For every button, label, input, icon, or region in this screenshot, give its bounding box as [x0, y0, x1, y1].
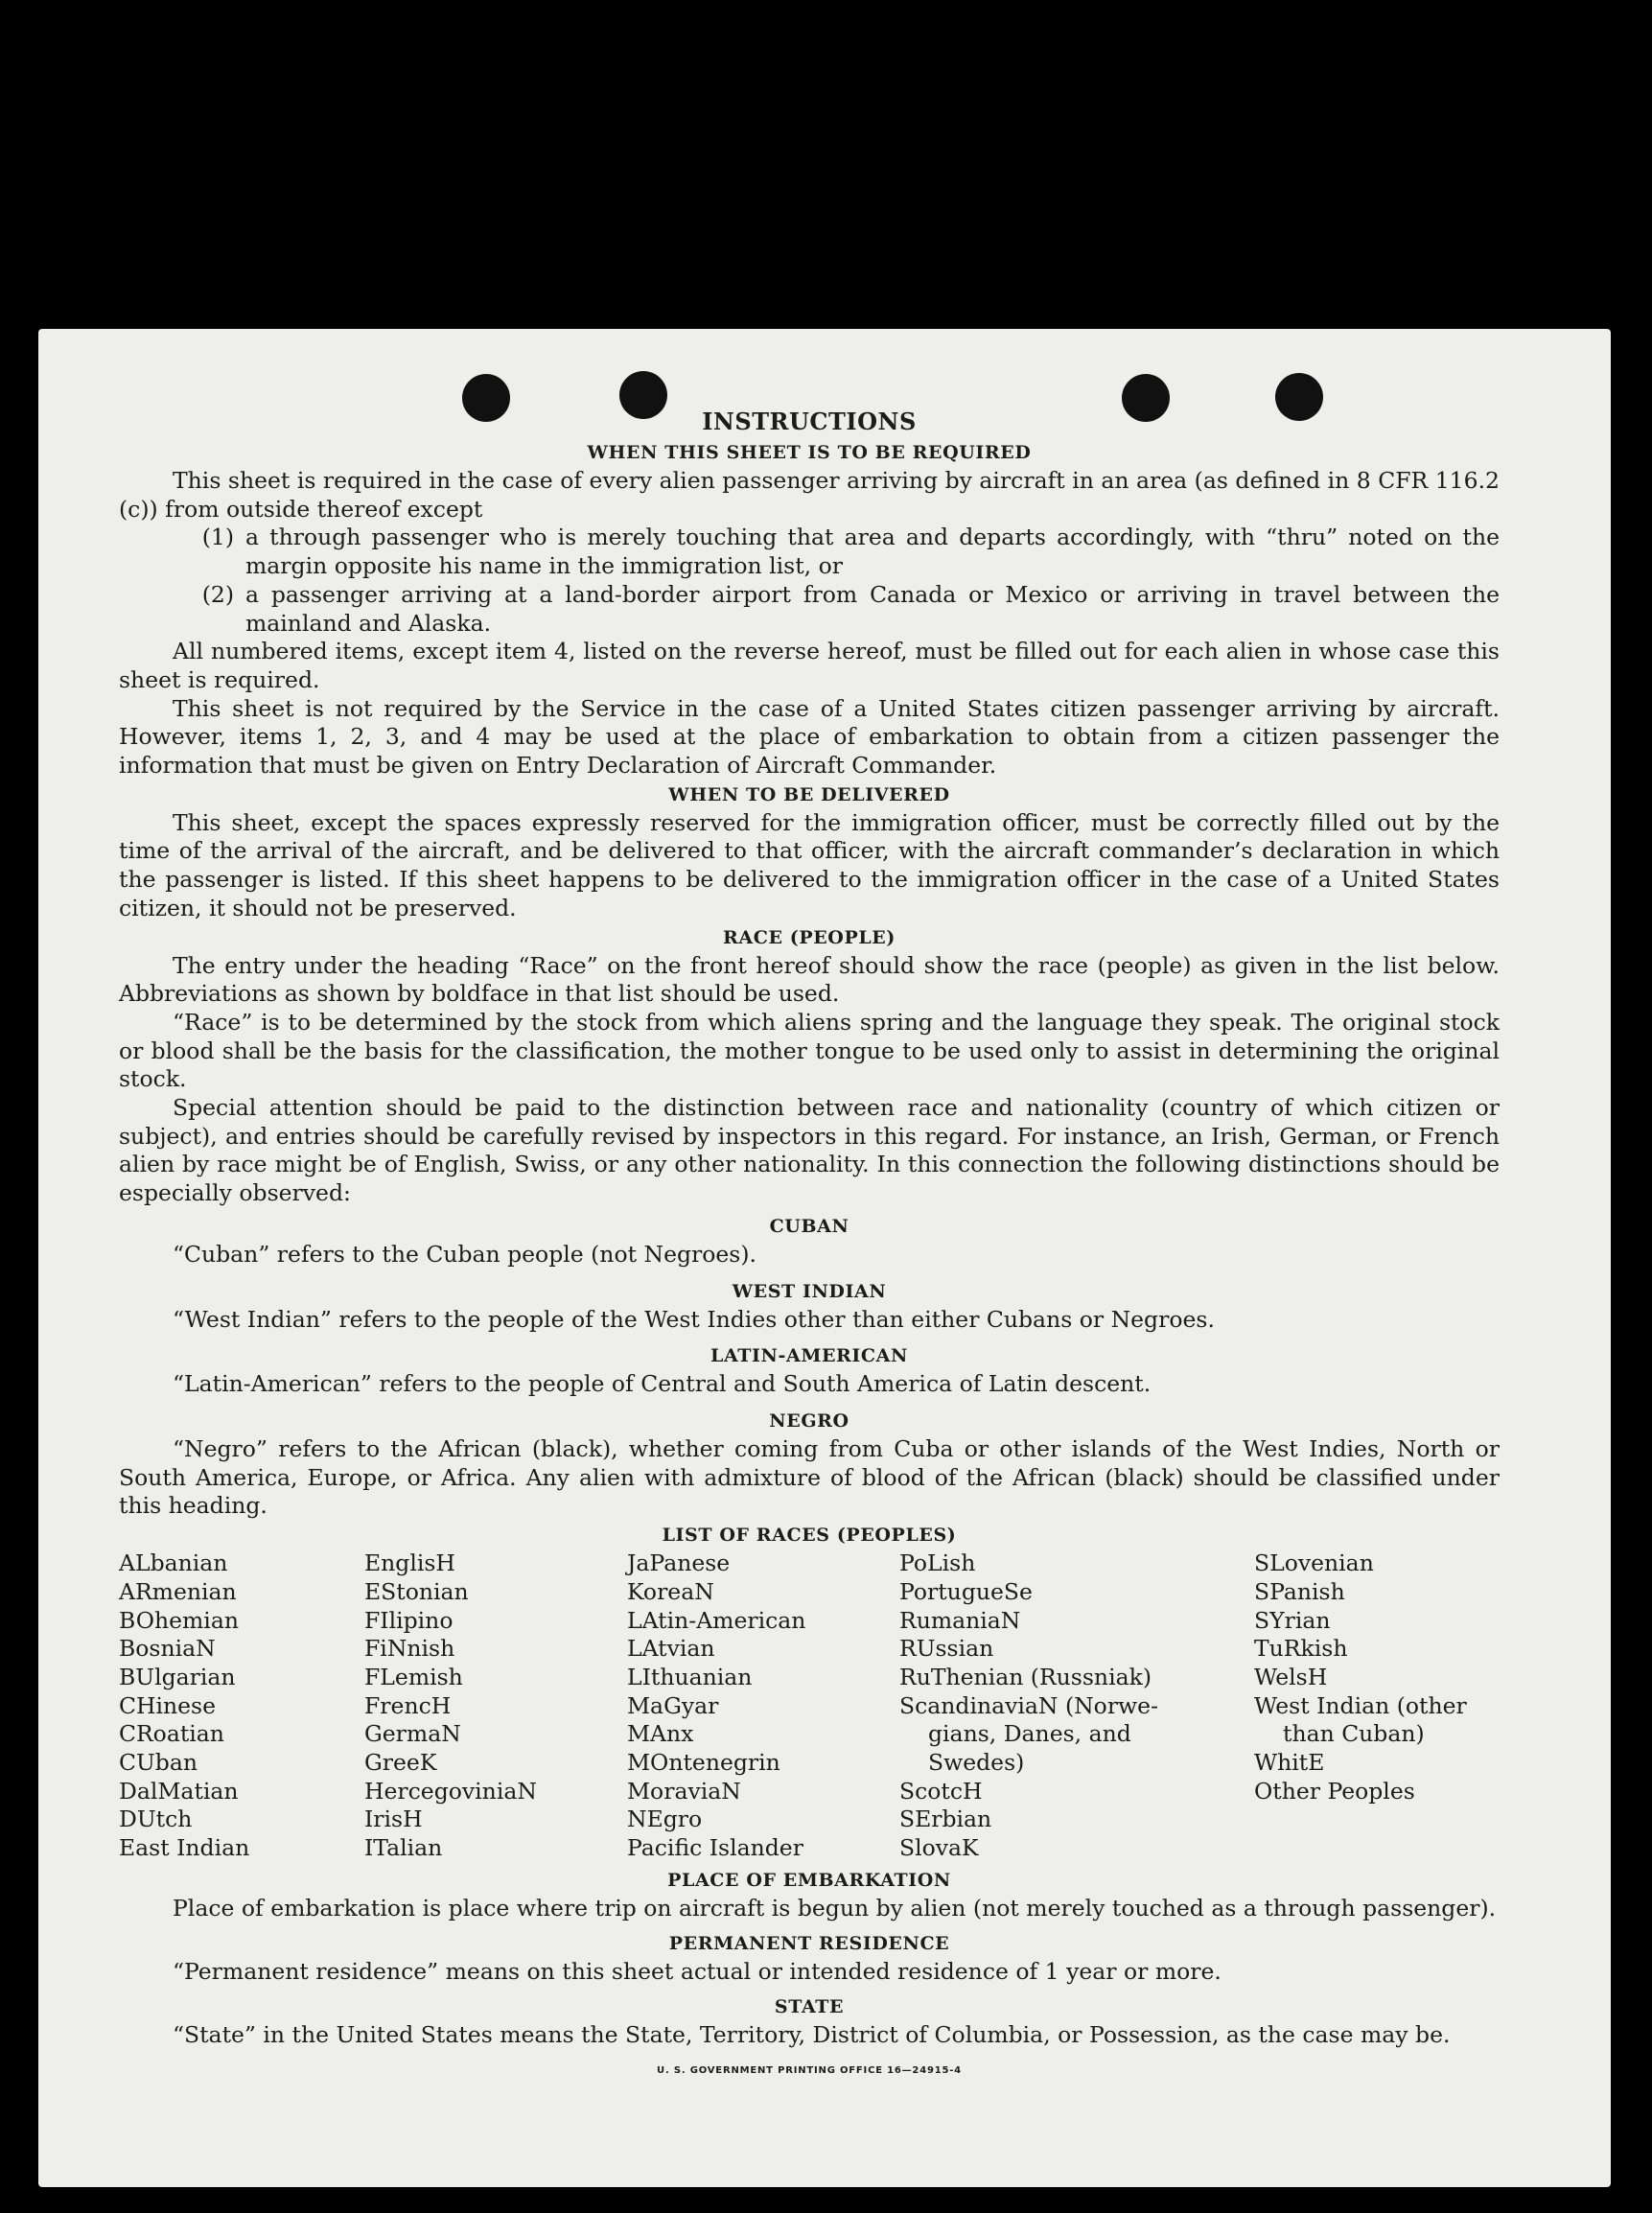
section-heading: WEST INDIAN	[732, 1280, 887, 1302]
race-entry: ScandinaviaN (Norwe-	[899, 1691, 1159, 1719]
race-entry: MOntenegrin	[627, 1749, 780, 1777]
race-entry: than Cuban)	[1283, 1720, 1425, 1748]
race-entry: FIlipino	[364, 1606, 454, 1634]
race-entry: PoLish	[899, 1549, 976, 1577]
paragraph: This sheet is required in the case of every alien passenger arriving by aircraft in an area (as defined in 8 CFR 116.2 (c)) from outside thereof except	[119, 467, 1500, 523]
race-entry: West Indian (other	[1254, 1691, 1467, 1719]
race-column	[364, 1549, 537, 1863]
race-entry: FiNnish	[364, 1635, 455, 1663]
race-entry: KoreaN	[627, 1577, 714, 1605]
item-text: a passenger arriving at a land-border airport from Canada or Mexico or arriving in travel between the mainland and Alaska.	[245, 580, 1500, 637]
page-title: INSTRUCTIONS	[702, 408, 917, 435]
paragraph: “Negro” refers to the African (black), whether coming from Cuba or other islands of the West Indies, North or South America, Europe, or Africa. Any alien with admixture of blood of the African (black) should be classified under this heading.	[119, 1434, 1500, 1520]
race-entry: FrencH	[364, 1691, 452, 1719]
paragraph: “West Indian” refers to the people of the West Indies other than either Cubans or Negroes.	[173, 1305, 1215, 1333]
list-item	[119, 581, 1500, 638]
paragraph: “Race” is to be determined by the stock from which aliens spring and the language they speak. The original stock or blood shall be the basis for the classification, the mother tongue to be used only to assist in determining the original stock.	[119, 1008, 1500, 1093]
race-entry: BOhemian	[119, 1606, 239, 1634]
race-entry: GermaN	[364, 1720, 461, 1748]
race-entry: WelsH	[1254, 1663, 1328, 1690]
race-entry: DUtch	[119, 1805, 193, 1833]
race-entry: SErbian	[899, 1805, 992, 1833]
race-column	[119, 1549, 249, 1863]
race-entry: RUssian	[899, 1635, 994, 1663]
race-entry: DalMatian	[119, 1777, 239, 1805]
paragraph: “Cuban” refers to the Cuban people (not Negroes).	[173, 1240, 757, 1268]
race-entry: ITalian	[364, 1834, 443, 1862]
race-entry: GreeK	[364, 1749, 437, 1777]
section-heading: RACE (PEOPLE)	[723, 926, 896, 948]
document-sheet	[38, 329, 1611, 2187]
paragraph: Special attention should be paid to the distinction between race and nationality (country of which citizen or subject), and entries should be carefully revised by inspectors in this regard. For instance, an Irish, German, or French alien by race might be of English, Swiss, or any other nationality. In this connection the following distinctions should be especially observed:	[119, 1094, 1500, 1207]
race-entry: BUlgarian	[119, 1663, 236, 1690]
race-entry: CHinese	[119, 1691, 216, 1719]
race-entry: EnglisH	[364, 1549, 455, 1577]
item-number: (2)	[201, 580, 234, 608]
race-entry: ARmenian	[119, 1577, 237, 1605]
race-entry: MoraviaN	[627, 1777, 741, 1805]
race-list	[119, 1549, 1500, 1866]
race-entry: LAtin-American	[627, 1606, 806, 1634]
race-entry: SLovenian	[1254, 1549, 1374, 1577]
section-heading: LATIN-AMERICAN	[710, 1345, 908, 1367]
race-entry: MAnx	[627, 1720, 694, 1748]
race-entry: HercegoviniaN	[364, 1777, 537, 1805]
race-entry: Swedes)	[928, 1749, 1025, 1777]
race-entry: JaPanese	[627, 1549, 731, 1577]
instructions-content	[119, 406, 1500, 2085]
paragraph: This sheet is not required by the Service in the case of a United States citizen passenger arriving by aircraft. However, items 1, 2, 3, and 4 may be used at the place of embarkation to obtain from a citizen passenger the information that must be given on Entry Declaration of Aircraft Commander.	[119, 694, 1500, 780]
race-entry: BosniaN	[119, 1635, 216, 1663]
paragraph: All numbered items, except item 4, listed on the reverse hereof, must be filled out for each alien in whose case this sheet is required.	[119, 638, 1500, 693]
paragraph: “Permanent residence” means on this sheet actual or intended residence of 1 year or more.	[173, 1957, 1222, 1985]
section-heading: WHEN THIS SHEET IS TO BE REQUIRED	[587, 442, 1032, 463]
paragraph: “Latin-American” refers to the people of Central and South America of Latin descent.	[173, 1370, 1152, 1398]
race-entry: MaGyar	[627, 1691, 719, 1719]
item-number: (1)	[201, 524, 234, 551]
race-entry: FLemish	[364, 1663, 463, 1690]
paragraph: The entry under the heading “Race” on the front hereof should show the race (people) as given in the list below. Abbreviations as shown by boldface in that list should be used.	[119, 951, 1500, 1008]
race-entry: RuThenian (Russniak)	[899, 1663, 1152, 1690]
section-heading: STATE	[774, 1995, 845, 2017]
race-column	[1254, 1549, 1467, 1805]
race-entry: WhitE	[1254, 1749, 1325, 1777]
race-entry: Other Peoples	[1254, 1777, 1415, 1805]
list-item	[119, 524, 1500, 580]
item-text: a through passenger who is merely touching that area and departs accordingly, with “thru” noted on the margin opposite his name in the immigration list, or	[245, 524, 1500, 580]
race-entry: East Indian	[119, 1834, 250, 1862]
race-entry: NEgro	[627, 1805, 703, 1833]
paragraph: This sheet, except the spaces expressly reserved for the immigration officer, must be correctly filled out by the time of the arrival of the aircraft, and be delivered to that officer, with the aircraft commander’s declaration in which the passenger is listed. If this sheet happens to be delivered to the immigration officer in the case of a United States citizen, it should not be preserved.	[119, 808, 1500, 921]
race-entry: CRoatian	[119, 1720, 224, 1748]
race-entry: SlovaK	[899, 1834, 979, 1862]
paragraph: “State” in the United States means the State, Territory, District of Columbia, or Possession, as the case may be.	[173, 2020, 1451, 2048]
race-entry: CUban	[119, 1749, 198, 1777]
section-heading: NEGRO	[769, 1409, 849, 1432]
section-heading: LIST OF RACES (PEOPLES)	[662, 1525, 957, 1547]
race-entry: LIthuanian	[627, 1663, 753, 1690]
race-entry: Pacific Islander	[627, 1834, 803, 1862]
race-entry: PortugueSe	[899, 1577, 1033, 1605]
race-entry: ScotcH	[899, 1777, 983, 1805]
paragraph: Place of embarkation is place where trip on aircraft is begun by alien (not merely touched as a through passenger).	[173, 1895, 1497, 1922]
race-entry: LAtvian	[627, 1635, 715, 1663]
race-entry: SPanish	[1254, 1577, 1345, 1605]
race-entry: EStonian	[364, 1577, 469, 1605]
race-entry: IrisH	[364, 1805, 423, 1833]
race-column	[899, 1549, 1158, 1863]
section-heading: CUBAN	[769, 1215, 849, 1237]
race-entry: RumaniaN	[899, 1606, 1021, 1634]
race-entry: ALbanian	[119, 1549, 228, 1577]
race-entry: TuRkish	[1254, 1635, 1348, 1663]
race-entry: gians, Danes, and	[928, 1720, 1131, 1748]
printer-imprint: U. S. GOVERNMENT PRINTING OFFICE 16—24915-4	[657, 2065, 962, 2077]
race-entry: SYrian	[1254, 1606, 1331, 1634]
section-heading: PLACE OF EMBARKATION	[667, 1870, 951, 1892]
race-column	[627, 1549, 805, 1863]
section-heading: WHEN TO BE DELIVERED	[668, 783, 950, 805]
section-heading: PERMANENT RESIDENCE	[668, 1932, 950, 1954]
